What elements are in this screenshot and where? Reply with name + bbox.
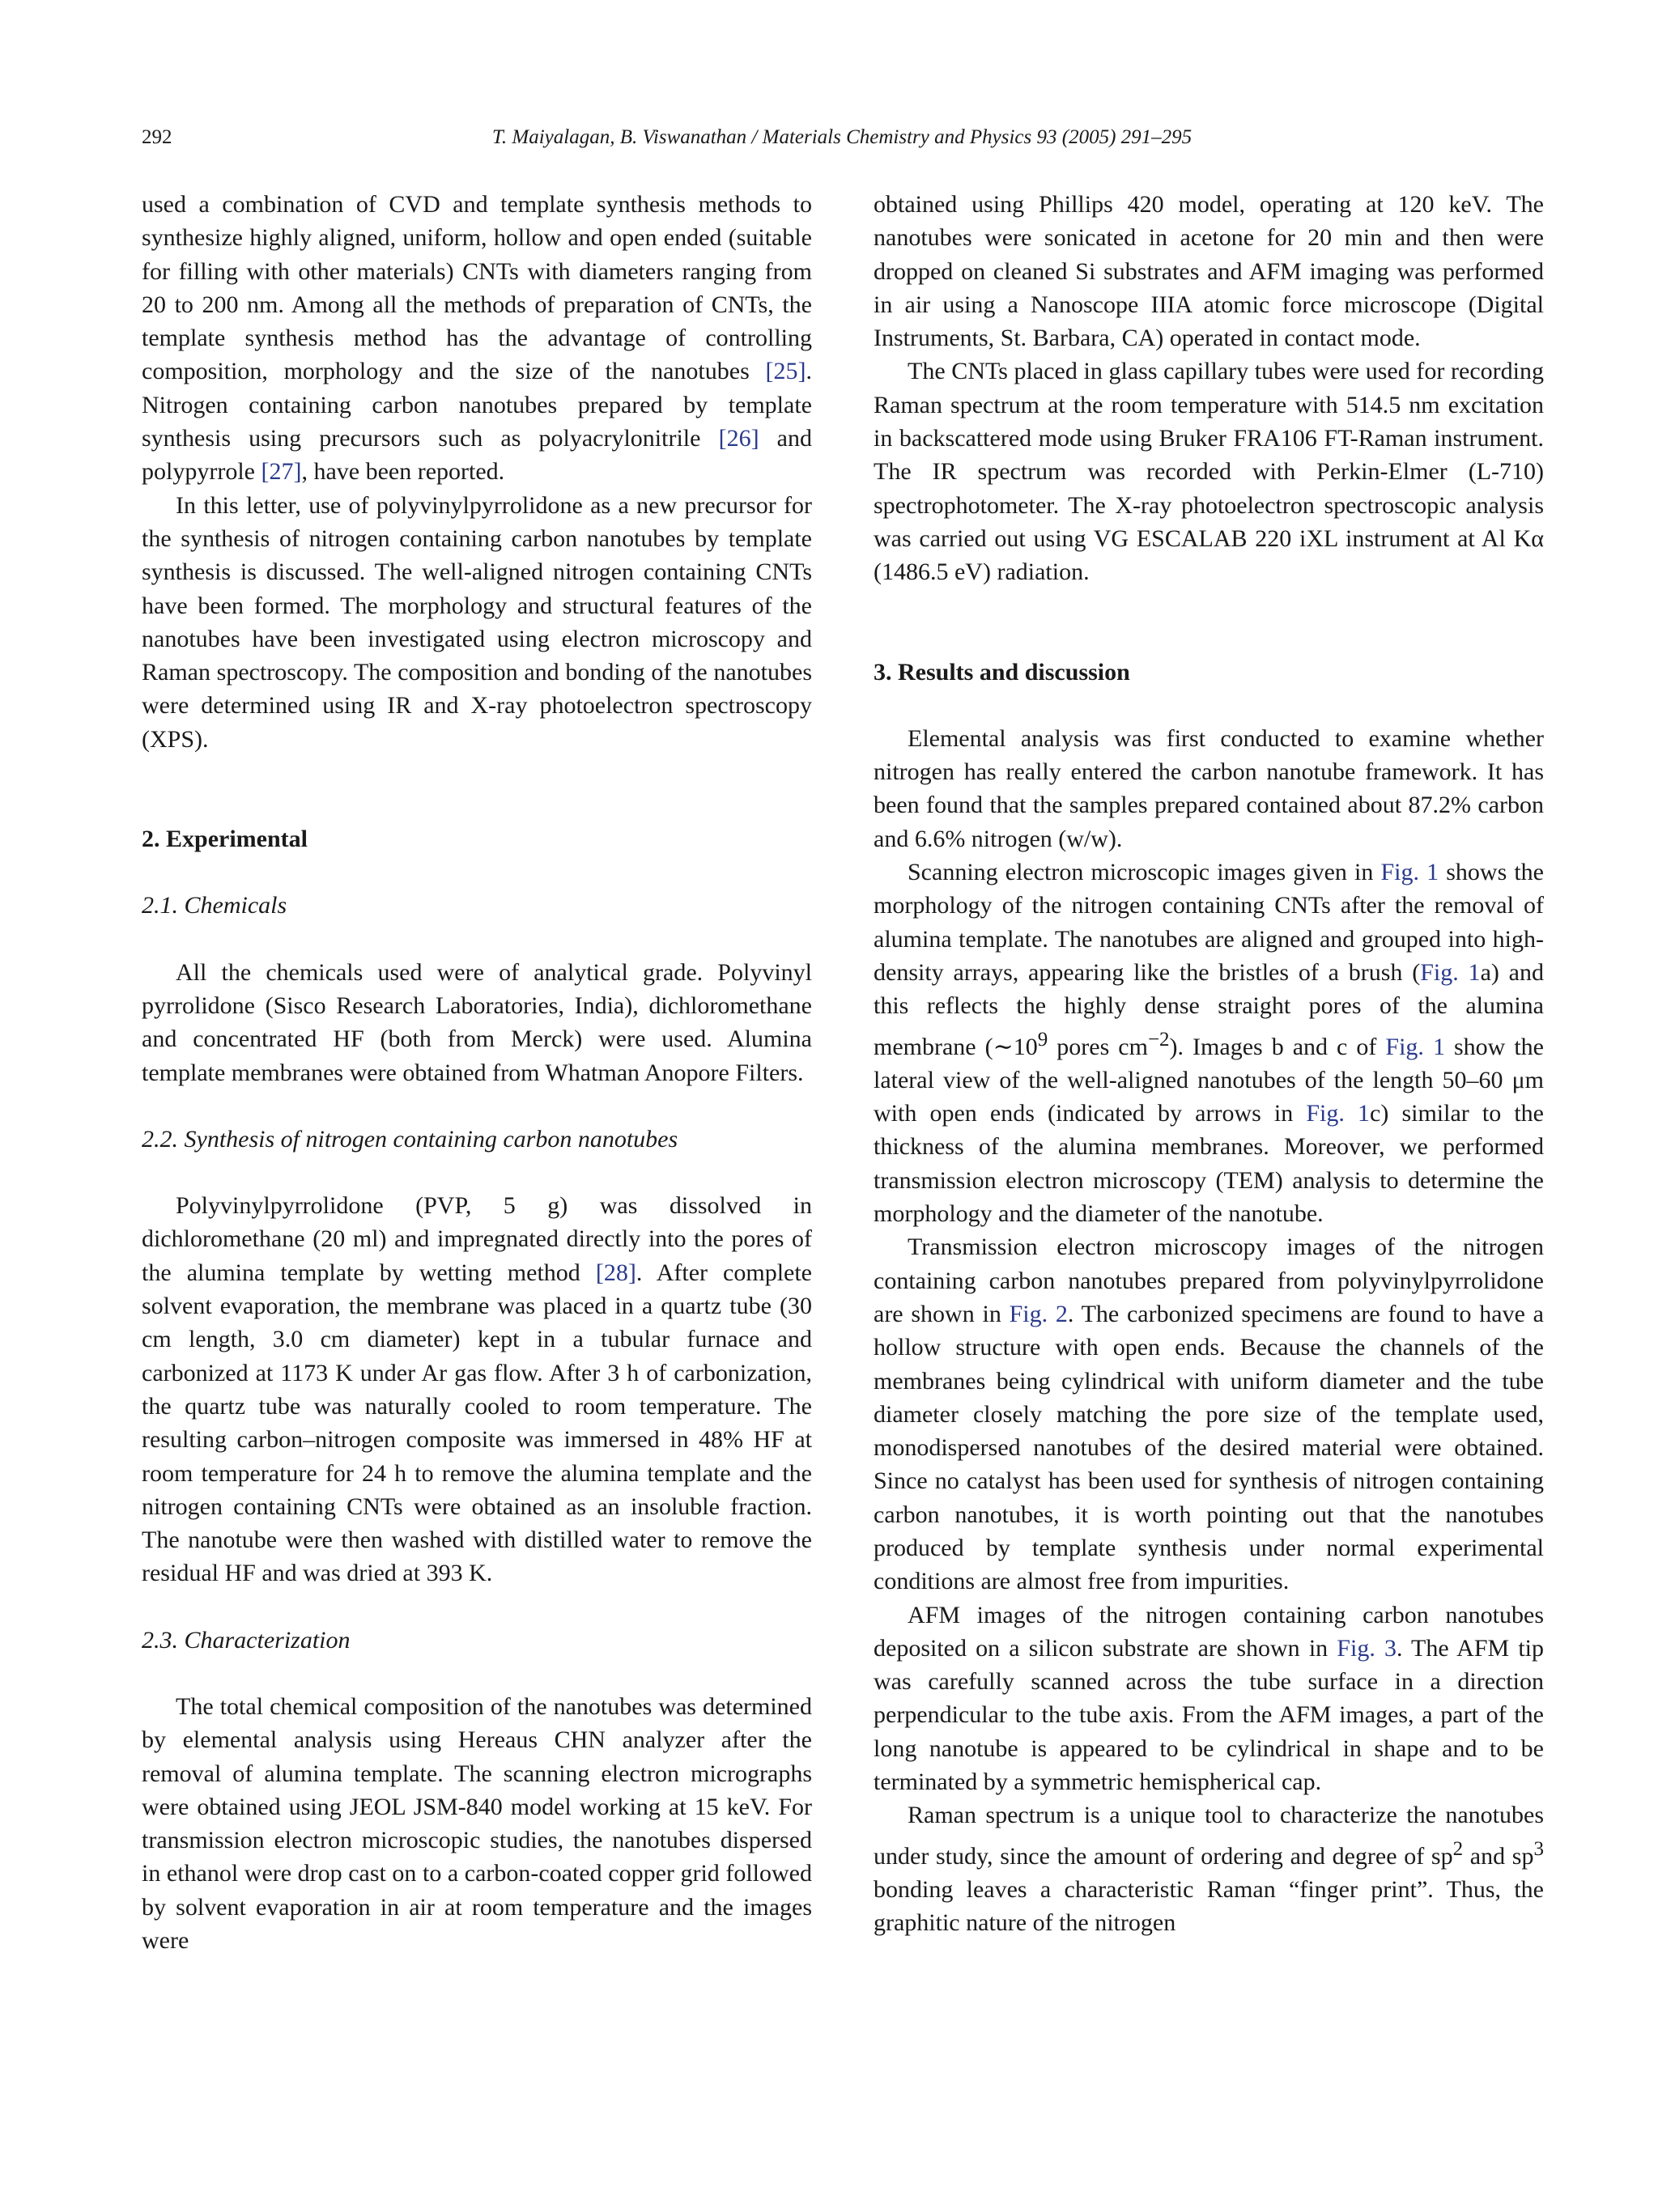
text-run: a) and this reflects the highly dense straight pores of the alumina membrane (∼10: [874, 958, 1544, 1060]
text-run: bonding leaves a characteristic Raman “finger print”. Thus, the graphitic nature of the nitrogen: [874, 1875, 1544, 1937]
text-run: . The AFM tip was carefully scanned across the tube surface in a direction perpendicular to the tube axis. From the AFM images, a part of the long nanotube is appeared to be cylindrical in shape and to be terminated by a symmetric hemispherical cap.: [874, 1634, 1544, 1796]
subsection-heading-chemicals: 2.1. Chemicals: [142, 892, 287, 919]
superscript: −2: [1147, 1028, 1170, 1051]
citation-link[interactable]: [25]: [765, 358, 806, 385]
text-run: and polypyrrole: [142, 425, 812, 486]
citation-link[interactable]: [26]: [718, 425, 759, 452]
text-run: Raman spectrum is a unique tool to characterize the nanotubes under study, since the amount of ordering and degree of sp: [874, 1802, 1544, 1870]
section-heading-results: 3. Results and discussion: [874, 658, 1130, 686]
paragraph-afm: [874, 1598, 1544, 1799]
text-run: ). Images b and c of: [1169, 1033, 1386, 1060]
superscript: 3: [1533, 1837, 1544, 1860]
section-heading-experimental: 2. Experimental: [142, 826, 308, 853]
text-run: used a combination of CVD and template synthesis methods to synthesize highly aligned, uniform, hollow and open ended (suitable for filling with other materials) CNTs with diameters ranging from 20 to 200 nm. Among all the methods of preparation of CNTs, the template synthesis method has the advantage of controlling composition, morphology and the size of the nanotubes: [142, 191, 812, 385]
citation-link[interactable]: [27]: [261, 458, 302, 486]
paragraph-sem: [874, 856, 1544, 1230]
running-head: [142, 126, 1542, 159]
text-run: shows the morphology of the nitrogen containing CNTs after the removal of alumina template. The nanotubes are aligned and grouped into high-density arrays, appearing like the bristles of a brush (: [874, 859, 1545, 986]
text-run: , have been reported.: [301, 458, 505, 486]
text-run: . After complete solvent evaporation, the membrane was placed in a quartz tube (30 cm length, 3.0 cm diameter) kept in a tubular furnace and carbonized at 1173 K under Ar gas flow. After 3 h of carbonization, the quartz tube was naturally cooled to room temperature. The resulting carbon–nitrogen composite was immersed in 48% HF at room temperature for 24 h to remove the alumina template and the nitrogen containing CNTs were obtained as an insoluble fraction. The nanotube were then washed with distilled water to remove the residual HF and was dried at 393 K.: [142, 1259, 812, 1587]
text-run: . Nitrogen containing carbon nanotubes prepared by template synthesis using precursors such as polyacrylonitrile: [142, 358, 812, 452]
text-run: Transmission electron microscopy images of the nitrogen containing carbon nanotubes prepared from polyvinylpyrrolidone are shown in: [874, 1233, 1544, 1327]
paragraph-elemental-analysis: Elemental analysis was first conducted to examine whether nitrogen has really entered the carbon nanotube framework. It has been found that the samples prepared contained about 87.2% carbon and 6.6% nitrogen (w/w).: [874, 724, 1544, 852]
paragraph-raman: [874, 1798, 1544, 1939]
paragraph-raman-ir-xps: The CNTs placed in glass capillary tubes were used for recording Raman spectrum at the room temperature with 514.5 nm excitation in backscattered mode using Bruker FRA106 FT-Raman instrument. The IR spectrum was recorded with Perkin-Elmer (L-710) spectrophotometer. The X-ray photoelectron spectroscopic analysis was carried out using VG ESCALAB 220 iXL instrument at Al Kα (1486.5 eV) radiation.: [874, 358, 1544, 586]
text-run: Scanning electron microscopic images given in: [908, 859, 1381, 886]
paragraph-characterization: The total chemical composition of the nanotubes was determined by elemental analysis using Hereaus CHN analyzer after the removal of alumina template. The scanning electron micrographs were obtained using JEOL JSM-840 model working at 15 keV. For transmission electron microscopic studies, the nanotubes dispersed in ethanol were drop cast on to a carbon-coated copper grid followed by solvent evaporation in air at room temperature and the images were: [142, 1692, 812, 1955]
figure-link[interactable]: Fig. 1: [1380, 859, 1439, 886]
figure-link[interactable]: Fig. 2: [1009, 1300, 1068, 1327]
text-run: pores cm: [1048, 1033, 1148, 1060]
figure-link[interactable]: Fig. 3: [1337, 1634, 1397, 1662]
left-column: [142, 188, 812, 1957]
figure-link[interactable]: Fig. 1: [1385, 1033, 1445, 1060]
paragraph-synthesis: [142, 1189, 812, 1590]
subsection-heading-synthesis: 2.2. Synthesis of nitrogen containing carbon nanotubes: [142, 1125, 678, 1153]
figure-link[interactable]: Fig. 1: [1420, 958, 1481, 986]
text-run: show the lateral view of the well-aligned nanotubes of the length 50–60 μm with open ends (indicated by arrows in: [874, 1033, 1544, 1127]
paragraph-tem: [874, 1230, 1544, 1598]
paragraph-intro-cont: [142, 188, 812, 489]
superscript: 9: [1037, 1028, 1048, 1051]
text-run: Polyvinylpyrrolidone (PVP, 5 g) was dissolved in dichloromethane (20 ml) and impregnated directly into the pores of the alumina template by wetting method: [142, 1192, 812, 1286]
paragraph-characterization-cont: obtained using Phillips 420 model, operating at 120 keV. The nanotubes were sonicated in acetone for 20 min and then were dropped on cleaned Si substrates and AFM imaging was performed in air using a Nanoscope IIIA atomic force microscope (Digital Instruments, St. Barbara, CA) operated in contact mode.: [874, 191, 1544, 352]
page-number: 292: [142, 126, 172, 148]
paragraph-letter-intro: In this letter, use of polyvinylpyrrolidone as a new precursor for the synthesis of nitrogen containing carbon nanotubes by template synthesis is discussed. The well-aligned nitrogen containing CNTs have been formed. The morphology and structural features of the nanotubes have been investigated using electron microscopy and Raman spectroscopy. The composition and bonding of the nanotubes were determined using IR and X-ray photoelectron spectroscopy (XPS).: [142, 491, 812, 753]
text-run: c) similar to the thickness of the alumina membranes. Moreover, we performed transmission electron microscopy (TEM) analysis to determine the morphology and the diameter of the nanotube.: [874, 1100, 1544, 1228]
paragraph-chemicals: All the chemicals used were of analytical grade. Polyvinyl pyrrolidone (Sisco Research Laboratories, India), dichloromethane and concentrated HF (both from Merck) were used. Alumina template membranes were obtained from Whatman Anopore Filters.: [142, 958, 812, 1086]
text-run: AFM images of the nitrogen containing carbon nanotubes deposited on a silicon substrate are shown in: [874, 1601, 1544, 1662]
subsection-heading-characterization: 2.3. Characterization: [142, 1626, 351, 1654]
journal-citation: T. Maiyalagan, B. Viswanathan / Materials Chemistry and Physics 93 (2005) 291–295: [491, 126, 1192, 148]
text-run: . The carbonized specimens are found to have a hollow structure with open ends. Because the channels of the membranes being cylindrical with uniform diameter and the tube diameter closely matching the pore size of the template used, monodispersed nanotubes of the desired material were obtained. Since no catalyst has been used for synthesis of nitrogen containing carbon nanotubes, it is worth pointing out that the nanotubes produced by template synthesis under normal experimental conditions are almost free from impurities.: [874, 1300, 1544, 1595]
superscript: 2: [1452, 1837, 1464, 1860]
figure-link[interactable]: Fig. 1: [1306, 1100, 1371, 1127]
citation-link[interactable]: [28]: [595, 1259, 636, 1286]
text-run: and sp: [1463, 1842, 1534, 1870]
right-column: [874, 188, 1544, 1940]
